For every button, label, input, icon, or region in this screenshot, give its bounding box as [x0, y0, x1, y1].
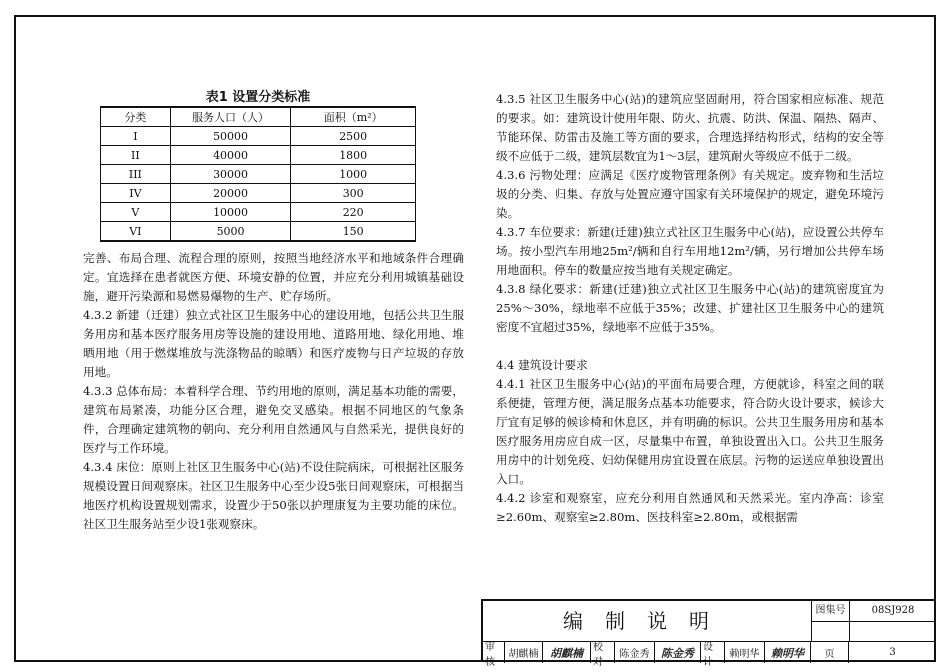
- table-cell: 2500: [291, 127, 416, 146]
- paragraph: 4.3.7 车位要求：新建(迁建)独立式社区卫生服务中心(站)，应设置公共停车场。按小型汽车用地25m²/辆和自行车用地12m²/辆，另行增加公共停车场用地面积。停车的数量应按当地有关规定确定。: [496, 225, 884, 277]
- paragraph: 4.3.6 污物处理：应满足《医疗废物管理条例》有关规定。废弃物和生活垃圾的分类、归集、存放与处置应遵守国家有关环境保护的规定，避免环境污染。: [496, 168, 884, 220]
- title-block: [481, 599, 936, 668]
- table-cell: 30000: [170, 165, 291, 184]
- paragraph: 4.4.2 诊室和观察室，应充分利用自然通风和天然采光。室内净高：诊室≥2.60m、观察室≥2.80m、医技科室≥2.80m，或根据需: [496, 491, 884, 524]
- table-cell: 220: [291, 203, 416, 222]
- table-row: [101, 203, 416, 222]
- table-cell: 300: [291, 184, 416, 203]
- paragraph: 4.3.8 绿化要求：新建(迁建)独立式社区卫生服务中心(站)的建筑密度宜为25%～30%，绿地率不应低于35%；改建、扩建社区卫生服务中心的建筑密度不宜超过35%，绿地率不应低于35%。: [496, 282, 884, 334]
- table-header: 面积（m²）: [291, 107, 416, 127]
- table-cell: II: [101, 146, 171, 165]
- reviewer-name: 胡麒楠: [505, 642, 543, 663]
- signature-row: [483, 641, 936, 668]
- table-cell: 1000: [291, 165, 416, 184]
- table-header-row: [101, 107, 416, 127]
- design-label: 设计: [701, 642, 725, 663]
- table-cell: 5000: [170, 222, 291, 242]
- table-title: 表1 设置分类标准: [205, 90, 311, 105]
- table-row: [101, 165, 416, 184]
- table-cell: VI: [101, 222, 171, 242]
- paragraph: 4.3.5 社区卫生服务中心(站)的建筑应坚固耐用，符合国家相应标准、规范的要求。如：建筑设计使用年限、防火、抗震、防洪、保温、隔热、隔声、节能环保、防雷击及施工等方面的要求，合理选择结构形式，结构的安全等级不应低于二级，建筑层数宜为1～3层，建筑耐火等级应不低于二级。: [496, 92, 884, 163]
- table-header: 分类: [101, 107, 171, 127]
- right-text-column: [496, 90, 884, 527]
- paragraph: 4.3.2 新建（迁建）独立式社区卫生服务中心的建设用地，包括公共卫生服务用房和基本医疗服务用房等设施的建设用地、道路用地、绿化用地、堆晒用地（用于燃煤堆放与洗涤物品的晾晒）和医疗废物与日产垃圾的存放用地。: [83, 308, 464, 379]
- paragraph: 4.3.3 总体布局：本着科学合理、节约用地的原则，满足基本功能的需要，建筑布局紧凑，功能分区合理，避免交叉感染。根据不同地区的气象条件，合理确定建筑物的朝向、充分利用自然通风与自然采光，提供良好的医疗与工作环境。: [83, 384, 464, 455]
- drawing-title: 编制说明: [563, 609, 731, 633]
- reviewer-signature: 胡麒楠: [543, 642, 591, 663]
- paragraph: 4.3.4 床位：原则上社区卫生服务中心(站)不设住院病床，可根据社区服务规模设置日间观察床。社区卫生服务中心至少设5张日间观察床，可根据当地医疗机构设置规划需求，设置少于50张以护理康复为主要功能的床位。社区卫生服务站至少设1张观察床。: [83, 460, 464, 531]
- table-cell: 20000: [170, 184, 291, 203]
- table-cell: 40000: [170, 146, 291, 165]
- left-text-column: [83, 249, 464, 534]
- table-cell: 50000: [170, 127, 291, 146]
- table-cell: IV: [101, 184, 171, 203]
- table-row: [101, 146, 416, 165]
- designer-signature: 赖明华: [765, 642, 811, 663]
- page-number: 3: [889, 647, 896, 658]
- table-cell: 10000: [170, 203, 291, 222]
- paragraph: 完善、布局合理、流程合理的原则，按照当地经济水平和地域条件合理确定。宜选择在患者就医方便、环境安静的位置，并应充分利用城镇基础设施，避开污染源和易燃易爆物的生产、贮存场所。: [83, 251, 464, 303]
- table-cell: III: [101, 165, 171, 184]
- atlas-number: 08SJ928: [871, 605, 915, 616]
- section-heading: 4.4 建筑设计要求: [496, 358, 588, 372]
- table-cell: 150: [291, 222, 416, 242]
- table-row: [101, 127, 416, 146]
- table-cell: I: [101, 127, 171, 146]
- table-cell: V: [101, 203, 171, 222]
- paragraph: 4.4.1 社区卫生服务中心(站)的平面布局要合理，方便就诊，科室之间的联系便捷，管理方便，满足服务点基本功能要求，符合防火设计要求，候诊大厅宜有足够的候诊椅和休息区，并有明确的标识。公共卫生服务用房和基本医疗服务用房应自成一区，尽量集中布置，单独设置出入口。公共卫生服务用房中的计划免疫、妇幼保健用房宜设置在底层。污物的运送应单独设置出入口。: [496, 377, 884, 486]
- table-cell: 1800: [291, 146, 416, 165]
- checker-name: 陈金秀: [615, 642, 655, 663]
- table-header: 服务人口（人）: [170, 107, 291, 127]
- page-label: 页: [811, 642, 849, 663]
- table-row: [101, 184, 416, 203]
- atlas-label: 图集号: [815, 605, 846, 616]
- category-table: [100, 106, 416, 242]
- designer-name: 赖明华: [725, 642, 765, 663]
- checker-signature: 陈金秀: [655, 642, 701, 663]
- table-row: [101, 222, 416, 242]
- check-label: 校对: [591, 642, 615, 663]
- review-label: 审核: [483, 642, 505, 663]
